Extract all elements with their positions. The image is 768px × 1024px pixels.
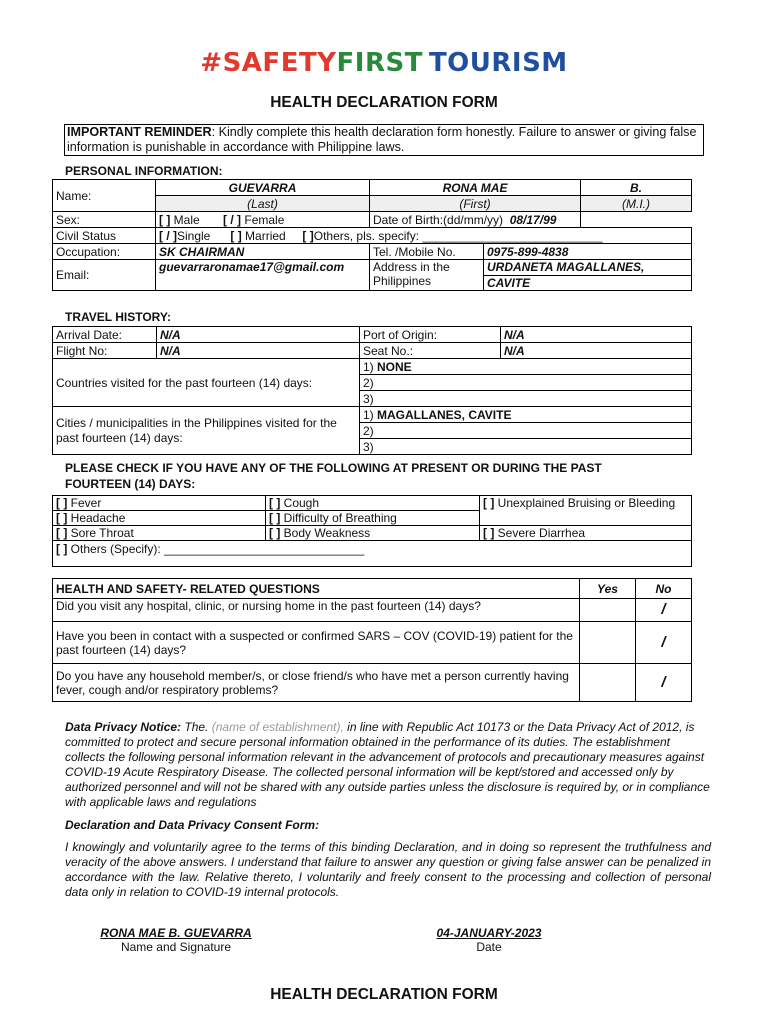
questions-heading: HEALTH AND SAFETY- RELATED QUESTIONS xyxy=(53,579,580,599)
symptom-headache[interactable]: [ ] Headache xyxy=(53,511,266,526)
country-row-3[interactable]: 3) xyxy=(360,391,692,407)
symptom-body-weakness[interactable]: [ ] Body Weakness xyxy=(266,526,480,541)
city-row-1[interactable]: 1) MAGALLANES, CAVITE xyxy=(360,407,692,423)
question-1-text: Did you visit any hospital, clinic, or nursing home in the past fourteen (14) days? xyxy=(53,599,580,622)
seat-no-label: Seat No.: xyxy=(360,343,501,359)
email-value[interactable]: guevarraronamae17@gmail.com xyxy=(156,260,370,291)
privacy-text: in line with Republic Act 10173 or the Data Privacy Act of 2012, is committed to protect and secure personal information obtained in the performance of its duties. The establishment collects the following personal information relevant in the advancement of protocols and precautionary measures against COVID-19 Acute Respiratory Disease. The collected personal information will be kept/stored and accessed only by authorized personnel and will not be shared with any outside parties unless the disclosure is required by, or in compliance with applicable laws and regulations xyxy=(65,720,710,809)
single-label: Single xyxy=(177,228,211,243)
female-label: Female xyxy=(244,212,285,227)
female-checkbox[interactable]: [ / ] xyxy=(223,212,242,227)
middle-initial-caption: (M.I.) xyxy=(581,196,692,212)
dob-label: Date of Birth:(dd/mm/yy) xyxy=(373,212,504,227)
health-questions-table xyxy=(52,578,692,702)
address-cell xyxy=(484,260,692,291)
male-label: Male xyxy=(173,212,200,227)
country-row-2[interactable]: 2) xyxy=(360,375,692,391)
brand-part-tourism: TOURISM xyxy=(428,48,568,78)
single-checkbox[interactable]: [ / ] xyxy=(159,228,177,243)
email-label: Email: xyxy=(53,260,156,291)
male-checkbox[interactable]: [ ] xyxy=(159,212,171,227)
question-3-no[interactable]: / xyxy=(636,664,692,702)
no-column-header: No xyxy=(636,579,692,599)
symptom-breathing[interactable]: [ ] Difficulty of Breathing xyxy=(266,511,480,526)
question-1-yes[interactable] xyxy=(580,599,636,622)
port-of-origin-label: Port of Origin: xyxy=(360,327,501,343)
countries-visited-label: Countries visited for the past fourteen (14) days: xyxy=(53,359,360,407)
question-2-text: Have you been in contact with a suspected or confirmed SARS – COV (COVID-19) patient for the past fourteen (14) days? xyxy=(53,622,580,664)
tel-value[interactable]: 0975-899-4838 xyxy=(484,244,692,260)
reminder-label: IMPORTANT REMINDER xyxy=(67,125,212,139)
cities-visited-label: Cities / municipalities in the Philippines visited for the past fourteen (14) days: xyxy=(53,407,360,455)
signature-block xyxy=(65,926,287,954)
signature-date[interactable]: 04-JANUARY-2023 xyxy=(436,926,542,940)
port-of-origin-value[interactable]: N/A xyxy=(501,327,692,343)
flight-no-label: Flight No: xyxy=(53,343,157,359)
travel-history-heading: TRAVEL HISTORY: xyxy=(65,310,172,324)
reminder-text: : Kindly complete this health declaration form honestly. Failure to answer or giving false information is punishable in accordance with Philippine laws. xyxy=(67,125,697,154)
symptom-sore-throat[interactable]: [ ] Sore Throat xyxy=(53,526,266,541)
arrival-date-value[interactable]: N/A xyxy=(157,327,360,343)
others-label: Others, pls. specify: ___________________________ xyxy=(313,228,603,243)
symptom-bruising[interactable]: [ ] Unexplained Bruising or Bleeding xyxy=(480,496,692,526)
brand-part-safety: #SAFETY xyxy=(200,48,337,78)
occupation-label: Occupation: xyxy=(53,244,156,260)
sex-label: Sex: xyxy=(53,212,156,228)
consent-text: I knowingly and voluntarily agree to the terms of this binding Declaration, and in doing so represent the truthfulness and veracity of the above answers. I understand that failure to answer any question or giving false answer can be penalized in accordance with the law. Relative thereto, I voluntarily and freely consent to the processing and collection of personal data only in relation to COVID-19 internal protocols. xyxy=(65,840,711,899)
last-name-value[interactable]: GUEVARRA xyxy=(156,180,370,196)
married-checkbox[interactable]: [ ] xyxy=(230,228,242,243)
question-1-no[interactable]: / xyxy=(636,599,692,622)
sex-options xyxy=(156,212,370,228)
others-checkbox[interactable]: [ ] xyxy=(302,228,314,243)
address-line-2[interactable]: CAVITE xyxy=(487,276,531,290)
footer-form-title: HEALTH DECLARATION FORM xyxy=(270,986,498,1003)
question-3-yes[interactable] xyxy=(580,664,636,702)
yes-column-header: Yes xyxy=(580,579,636,599)
first-name-caption: (First) xyxy=(370,196,581,212)
establishment-placeholder[interactable]: (name of establishment), xyxy=(211,720,344,734)
question-2-no[interactable]: / xyxy=(636,622,692,664)
brand-logo xyxy=(0,48,768,78)
signatory-name[interactable]: RONA MAE B. GUEVARRA xyxy=(100,926,252,940)
country-1-value[interactable]: NONE xyxy=(377,359,412,374)
occupation-value[interactable]: SK CHAIRMAN xyxy=(156,244,370,260)
city-1-value[interactable]: MAGALLANES, CAVITE xyxy=(377,407,512,422)
privacy-label: Data Privacy Notice: xyxy=(65,720,182,734)
seat-no-value[interactable]: N/A xyxy=(501,343,692,359)
address-label: Address in the Philippines xyxy=(370,260,484,291)
address-line-1[interactable]: URDANETA MAGALLANES, xyxy=(484,260,691,276)
brand-part-first: FIRST xyxy=(336,48,423,78)
symptom-cough[interactable]: [ ] Cough xyxy=(266,496,480,511)
dob-value[interactable]: 08/17/99 xyxy=(509,212,557,227)
travel-history-table xyxy=(52,326,692,455)
question-3-text: Do you have any household member/s, or close friend/s who have met a person currently having fever, cough and/or respiratory problems? xyxy=(53,664,580,702)
date-block xyxy=(424,926,554,954)
civil-status-label: Civil Status xyxy=(53,228,156,244)
first-name-value[interactable]: RONA MAE xyxy=(370,180,581,196)
data-privacy-notice: Data Privacy Notice: The. (name of establishment), in line with Republic Act 10173 or the Data Privacy Act of 2012, is committed to protect and secure personal information obtained in the performance of its duties. The establishment collects the following personal information relevant in the advancement of protocols and precautionary measures against COVID-19 Acute Respiratory Disease. The collected personal information will be kept/stored and accessed only by authorized personnel and will not be shared with any outside parties unless the disclosure is required by, or in compliance with applicable laws and regulations xyxy=(65,720,710,809)
name-label: Name: xyxy=(53,180,156,212)
signature-label: Name and Signature xyxy=(120,940,232,954)
symptom-fever[interactable]: [ ] Fever xyxy=(53,496,266,511)
symptoms-table xyxy=(52,495,692,567)
personal-info-heading: PERSONAL INFORMATION: xyxy=(65,164,223,178)
date-label: Date xyxy=(476,940,502,954)
form-title: HEALTH DECLARATION FORM xyxy=(270,94,498,111)
consent-heading: Declaration and Data Privacy Consent Form: xyxy=(65,818,320,832)
symptom-diarrhea[interactable]: [ ] Severe Diarrhea xyxy=(480,526,692,541)
dob-cell xyxy=(370,212,581,228)
symptoms-heading: PLEASE CHECK IF YOU HAVE ANY OF THE FOLLOWING AT PRESENT OR DURING THE PAST FOURTEEN (14) DAYS: xyxy=(65,461,602,491)
tel-label: Tel. /Mobile No. xyxy=(370,244,484,260)
arrival-date-label: Arrival Date: xyxy=(53,327,157,343)
married-label: Married xyxy=(245,228,286,243)
question-2-yes[interactable] xyxy=(580,622,636,664)
important-reminder-box xyxy=(64,124,704,156)
civil-status-options xyxy=(156,228,692,244)
country-row-1[interactable]: 1) NONE xyxy=(360,359,692,375)
city-row-2[interactable]: 2) xyxy=(360,423,692,439)
last-name-caption: (Last) xyxy=(156,196,370,212)
symptom-others[interactable]: [ ] Others (Specify): ______________________________ xyxy=(53,541,692,567)
middle-initial-value[interactable]: B. xyxy=(581,180,692,196)
flight-no-value[interactable]: N/A xyxy=(157,343,360,359)
personal-info-table xyxy=(52,179,692,291)
city-row-3[interactable]: 3) xyxy=(360,439,692,455)
